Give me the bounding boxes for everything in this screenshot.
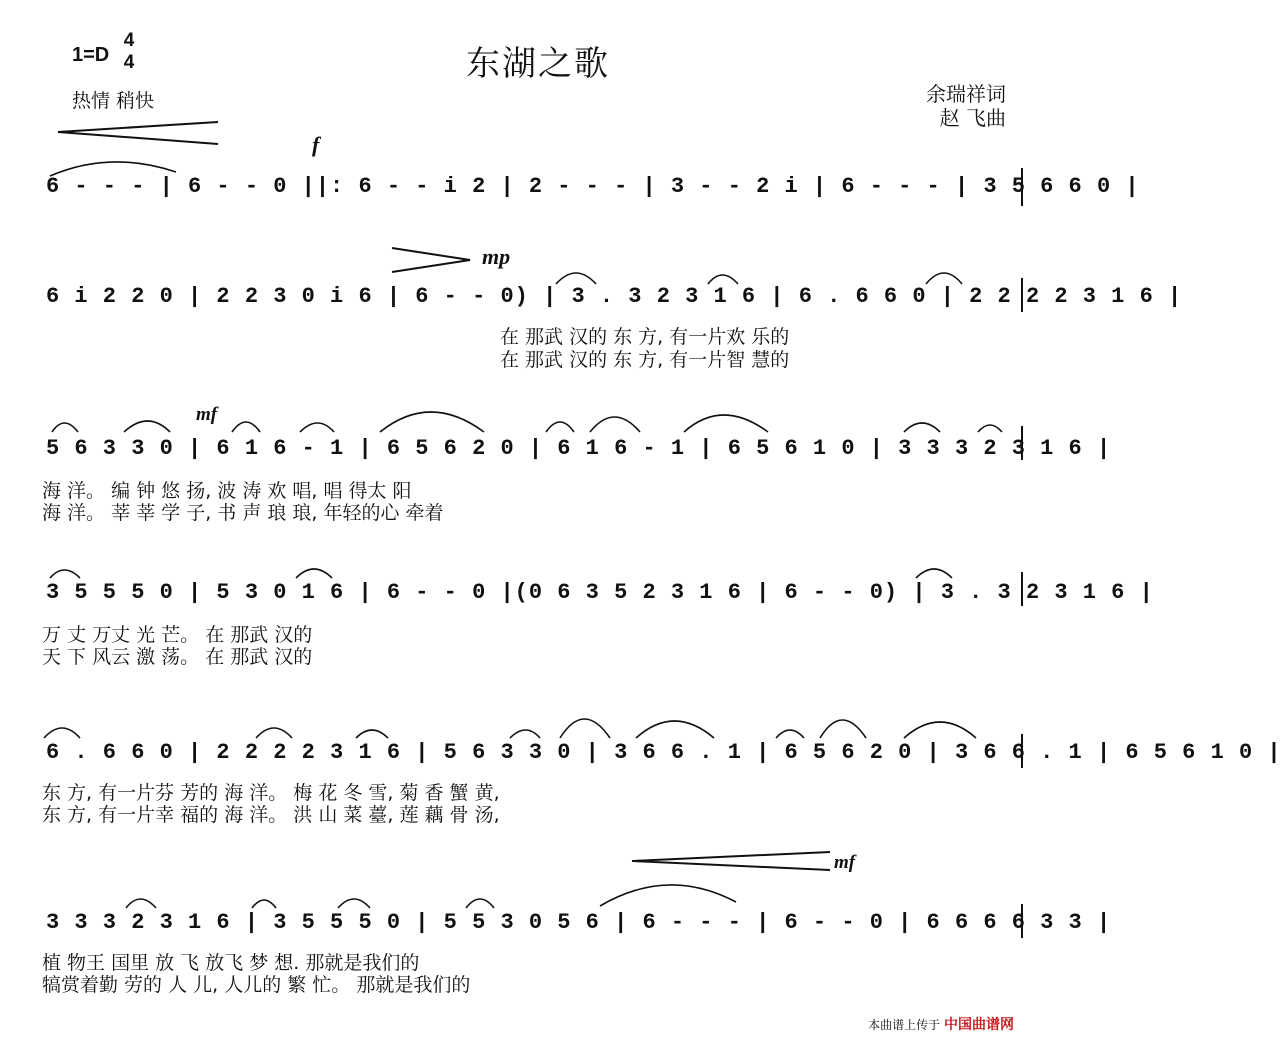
slur-arc: [256, 728, 292, 738]
slur-arc: [356, 730, 388, 738]
slur-arc: [684, 415, 768, 432]
notation-line: 6 . 6 6 0 | 2 2 2 2 3 1 6 | 5 6 3 3 0 | 3 6 6 . 1 | 6 5 6 2 0 | 3 6 6 . 1 | 6 5 6 1 0 |: [46, 740, 1282, 765]
slur-arc: [904, 722, 976, 738]
lyrics-verse-1: 在 那武 汉的 东 方, 有一片欢 乐的: [500, 326, 790, 348]
dynamic-mezzo-forte: mf: [196, 404, 218, 425]
slur-arc: [510, 730, 540, 738]
upload-text: 本曲谱上传于: [868, 1018, 941, 1032]
site-logo[interactable]: 中国曲谱网: [944, 1017, 1014, 1033]
dynamic-mezzo-piano: mp: [482, 244, 511, 269]
slur-arc: [560, 719, 610, 738]
slur-arc: [380, 412, 484, 432]
slur-arc: [296, 569, 332, 578]
slur-arc: [904, 423, 940, 432]
slur-arc: [776, 730, 804, 738]
notation-line: 6 i 2 2 0 | 2 2 3 0 i 6 | 6 - - 0) | 3 . 3 2 3 1 6 | 6 . 6 6 0 | 2 2 2 2 3 1 6 |: [46, 284, 1183, 309]
slur-arc: [556, 273, 596, 284]
slur-arc: [52, 423, 78, 432]
lyrics-verse-2: 海 洋。 莘 莘 学 子, 书 声 琅 琅, 年轻的心 牵着: [42, 502, 444, 524]
meter-top: 4: [123, 30, 135, 51]
notation-line: 3 5 5 5 0 | 5 3 0 1 6 | 6 - - 0 |(0 6 3 5 2 3 1 6 | 6 - - 0) | 3 . 3 2 3 1 6 |: [46, 580, 1154, 605]
lyricist-credit: 余瑞祥词: [926, 82, 1006, 106]
lyrics-verse-1: 东 方, 有一片芬 芳的 海 洋。 梅 花 冬 雪, 菊 香 蟹 黄,: [42, 782, 500, 804]
lyrics-verse-2: 在 那武 汉的 东 方, 有一片智 慧的: [500, 349, 790, 371]
decrescendo-hairpin: [58, 122, 218, 144]
slur-arc: [820, 720, 866, 738]
tie-arc: [600, 885, 736, 906]
lyrics-verse-2: 天 下 风云 激 荡。 在 那武 汉的: [42, 646, 313, 668]
slur-arc: [50, 570, 80, 578]
lyrics-verse-1: 万 丈 万丈 光 芒。 在 那武 汉的: [42, 624, 313, 646]
slur-arc: [252, 900, 276, 908]
score-title: 东湖之歌: [466, 44, 610, 84]
tempo-marking: 热情 稍快: [72, 90, 155, 112]
dynamic-mezzo-forte: mf: [834, 852, 856, 873]
decrescendo-hairpin-3: [632, 852, 830, 870]
slur-arc: [300, 423, 334, 432]
lyrics-verse-1: 植 物王 国里 放 飞 放飞 梦 想. 那就是我们的: [42, 952, 420, 974]
slur-arc: [590, 417, 640, 432]
slur-arc: [126, 899, 156, 908]
slur-arc: [338, 899, 370, 908]
slur-arc: [466, 899, 494, 908]
notation-line: 6 - - - | 6 - - 0 ||: 6 - - i 2 | 2 - - - | 3 - - 2 i | 6 - - - | 3 5 6 6 0 |: [46, 174, 1140, 199]
meter-bottom: 4: [123, 52, 135, 73]
slur-arc: [44, 728, 80, 738]
slur-arc: [926, 273, 962, 284]
lyrics-verse-2: 东 方, 有一片幸 福的 海 洋。 洪 山 菜 薹, 莲 藕 骨 汤,: [42, 804, 500, 826]
slur-arc: [636, 721, 714, 738]
notation-line: 5 6 3 3 0 | 6 1 6 - 1 | 6 5 6 2 0 | 6 1 6 - 1 | 6 5 6 1 0 | 3 3 3 2 3 1 6 |: [46, 436, 1112, 461]
lyrics-verse-2: 犒赏着勤 劳的 人 儿, 人儿的 繁 忙。 那就是我们的: [42, 974, 471, 996]
slur-arc: [124, 421, 170, 432]
notation-line: 3 3 3 2 3 1 6 | 3 5 5 5 0 | 5 5 3 0 5 6 | 6 - - - | 6 - - 0 | 6 6 6 6 3 3 |: [46, 910, 1112, 935]
key-signature: 1=D: [72, 44, 110, 66]
slur-arc: [916, 569, 952, 578]
slur-arc: [546, 422, 574, 432]
slur-arc: [708, 275, 738, 284]
slur-arc: [232, 422, 260, 432]
slur-arc: [978, 425, 1002, 432]
upload-credit: [868, 1014, 1014, 1034]
composer-credit: 赵 飞曲: [939, 106, 1006, 130]
lyrics-verse-1: 海 洋。 编 钟 悠 扬, 波 涛 欢 唱, 唱 得太 阳: [42, 480, 412, 502]
crescendo-hairpin-2: [392, 248, 470, 272]
dynamic-forte: f: [312, 132, 320, 157]
